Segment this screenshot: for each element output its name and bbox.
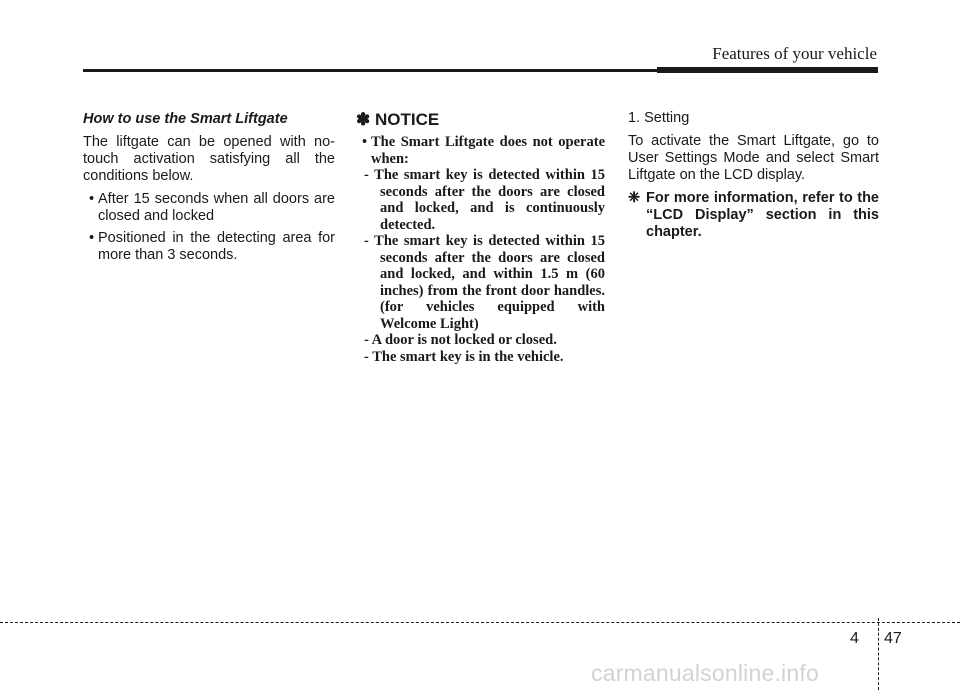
list-item: • After 15 seconds when all doors are closed and locked (83, 191, 335, 225)
intro-paragraph: The liftgate can be opened with no-touch activation satisfying all the conditions below. (83, 134, 335, 184)
chapter-number: 4 (850, 630, 859, 647)
watermark: carmanualsonline.info (591, 660, 819, 686)
bullet-icon: • (362, 134, 368, 150)
notice-star-icon: ✽ (356, 110, 371, 129)
notice-box (356, 110, 605, 365)
list-item: - The smart key is detected within 15 seconds after the doors are closed and locked, and is continuously detected. (364, 167, 605, 233)
notice-main-text: The Smart Liftgate does not operate when: (371, 134, 605, 167)
footer-rule (0, 622, 960, 623)
reference-note (628, 190, 879, 241)
page-header-title: Features of your vehicle (712, 44, 877, 63)
step-heading: 1. Setting (628, 110, 690, 126)
note-star-icon: ❈ (628, 190, 641, 206)
list-item: - The smart key is in the vehicle. (364, 349, 605, 366)
notice-heading (356, 110, 605, 130)
setting-paragraph: To activate the Smart Liftgate, go to User Settings Mode and select Smart Liftgate on the LCD display. (628, 133, 879, 183)
notice-sub-list (356, 167, 605, 365)
left-column (83, 110, 335, 269)
section-heading: How to use the Smart Liftgate (83, 111, 288, 127)
list-item: • Positioned in the detecting area for more than 3 seconds. (83, 230, 335, 264)
page-number: 47 (884, 630, 902, 647)
header-rule-accent (657, 67, 878, 73)
condition-list (83, 191, 335, 264)
right-column (628, 110, 879, 241)
list-item: - The smart key is detected within 15 seconds after the doors are closed and locked, and within 1.5 m (60 inches) from the front door handles. (for vehicles equipped with Welcome Light) (364, 233, 605, 332)
notice-main-item (356, 134, 605, 167)
footer-divider (878, 618, 879, 690)
notice-body (356, 134, 605, 365)
list-item: - A door is not locked or closed. (364, 332, 605, 349)
notice-title: NOTICE (374, 110, 440, 129)
reference-note-text: For more information, refer to the “LCD Display” section in this chapter. (646, 190, 879, 240)
